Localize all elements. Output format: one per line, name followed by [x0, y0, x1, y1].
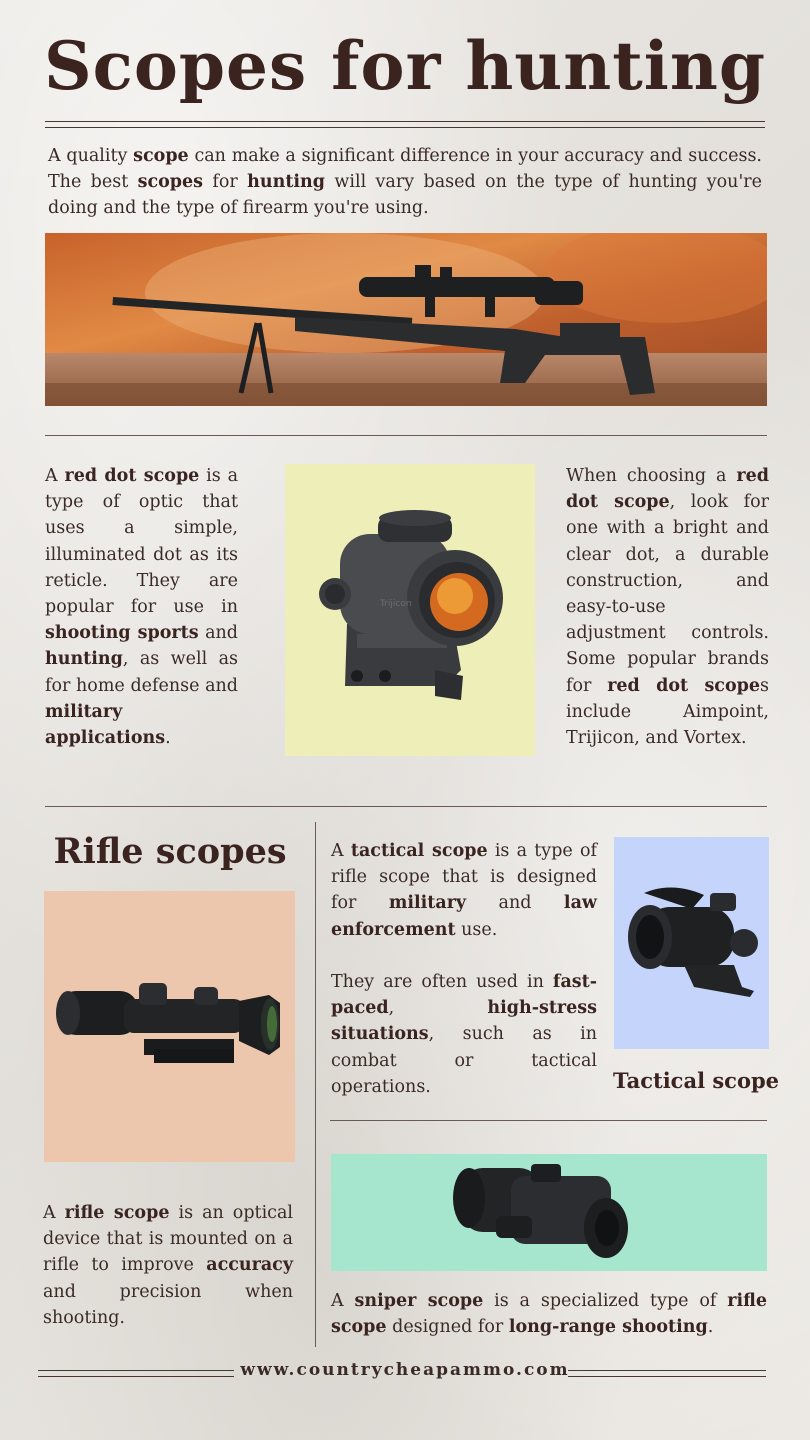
rifle-photo-illustration	[45, 233, 767, 406]
red-dot-scope-illustration	[285, 464, 535, 756]
tactical-scope-image	[614, 837, 769, 1049]
red-dot-buying-tips: When choosing a red dot scope, look for one with a bright and clear dot, a durable construction, and easy-to-use adjustment controls. Some popular brands for red dot scopes include Aimpoint, Trijicon, and Vortex.	[566, 466, 769, 749]
section-divider-3	[330, 1120, 767, 1121]
rifle-scope-image	[44, 891, 295, 1162]
rifle-scope-illustration	[44, 891, 295, 1162]
column-divider	[315, 822, 316, 1347]
sniper-scope-image	[331, 1154, 767, 1271]
red-dot-scope-image	[285, 464, 535, 756]
tactical-scope-caption: Tactical scope	[612, 1068, 780, 1093]
rifle-scopes-heading: Rifle scopes	[53, 831, 287, 872]
brand-engraving: Trijicon	[380, 599, 412, 609]
hero-rifle-image	[45, 233, 767, 406]
footer-rule-right	[568, 1370, 766, 1377]
rifle-scope-description: A rifle scope is an optical device that is mounted on a rifle to improve accuracy and precision when shooting.	[43, 1203, 294, 1328]
tactical-scope-description: A tactical scope is a type of rifle scope that is designed for military and law enforcement use.	[331, 841, 597, 940]
sniper-scope-description: A sniper scope is a specialized type of rifle scope designed for long-range shooting.	[331, 1291, 767, 1338]
page-title: Scopes for hunting	[44, 27, 766, 105]
sniper-scope-illustration	[331, 1154, 767, 1271]
tactical-scope-usage: They are often used in fast-paced, high-stress situations, such as in combat or tactical operations.	[331, 972, 597, 1097]
intro-paragraph: A quality scope can make a significant difference in your accuracy and success. The best scopes for hunting will vary based on the type of hunting you're doing and the type of firearm you're using.	[48, 146, 762, 219]
red-dot-description: A red dot scope is a type of optic that uses a simple, illuminated dot as its reticle. They are popular for use in shooting sports and hunting, as well as for home defense and military applications.	[45, 466, 238, 749]
tactical-scope-illustration	[614, 837, 769, 1049]
title-divider	[45, 121, 765, 128]
footer-rule-left	[38, 1370, 234, 1377]
section-divider-2	[45, 806, 767, 807]
section-divider-1	[45, 435, 767, 436]
footer-website-link[interactable]: www.countrycheapammo.com	[240, 1360, 570, 1380]
